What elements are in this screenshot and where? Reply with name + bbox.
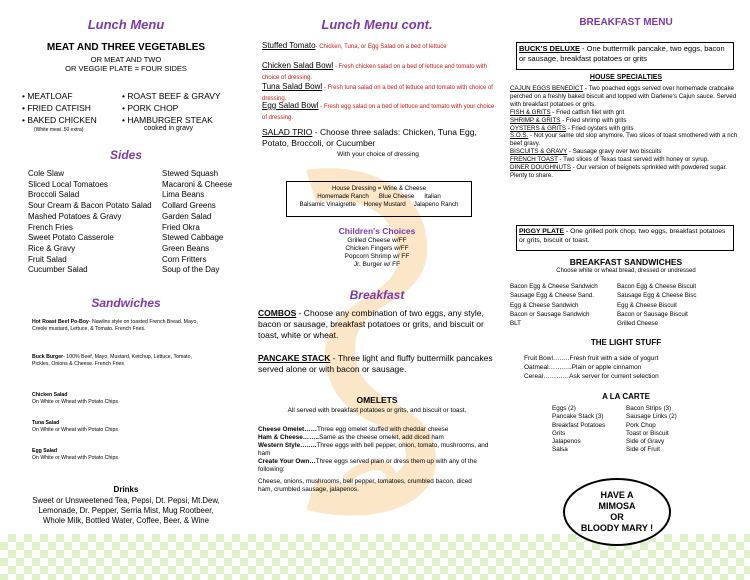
side-item: Sour Cream & Bacon Potato Salad	[28, 201, 152, 211]
side-item: Broccoli Salad	[28, 190, 80, 200]
specialty-item: SHRIMP & GRITS - Fried shrimp with grits	[510, 116, 627, 124]
childrens-item: Grilled Cheese w/FF	[347, 237, 407, 244]
bsand-title: BREAKFAST SANDWICHES	[569, 257, 683, 267]
lunch-cont-column	[252, 0, 502, 580]
specialty-item: FRENCH TOAST - Two slices of Texas toast served with honey or syrup.	[510, 156, 709, 164]
carte-item: Side of Fruit	[626, 446, 660, 454]
side-item: French Fries	[28, 222, 73, 232]
light-item: Cereal…………Ask server for current selection	[524, 373, 659, 380]
side-item: Fried Okra	[162, 222, 200, 232]
light-item: Oatmeal………..Plain or apple cinnamon	[524, 364, 642, 371]
bsand-item: Sausage Egg & Cheese Sand.	[510, 292, 594, 300]
side-item: Corn Fritters	[162, 254, 207, 264]
carte-item: Sausage Links (2)	[626, 413, 677, 421]
meat-note-left: (White meat .50 extra)	[34, 127, 84, 133]
drinks-title: Drinks	[113, 485, 139, 494]
omelets-title: OMELETS	[356, 395, 398, 405]
omelet-extras: Cheese, onions, mushrooms, bell pepper, tomatoes, crumbled bacon, diced ham, crumbled sausage, jalapenos.	[258, 478, 472, 493]
sandwich-item: Buck Burger- 100% Beef, Mayo, Mustard, Ketchup, Lettuce, Tomato, Pickles, Onions & Cheese. French Fries	[32, 354, 192, 367]
side-item: Stewed Squash	[162, 169, 219, 178]
specialty-item: S.O.S. - Not your same old slop anymore. Two slices of toast smothered with a rich beef gravy.	[510, 132, 738, 148]
specialty-item: FISH & GRITS - Fried catfish filet with grit	[510, 108, 625, 116]
bsand-item: BLT	[510, 320, 521, 328]
sides-title: Sides	[109, 148, 142, 162]
meat-item: • FRIED CATFISH	[22, 103, 91, 113]
pancake-item: PANCAKE STACK - Three light and fluffy buttermilk pancakes served alone or with bacon or sausage.	[258, 353, 493, 374]
side-item: Green Beans	[162, 243, 210, 253]
childrens-item: Chicken Fingers w/FF	[345, 245, 409, 252]
bsand-left-list	[510, 282, 628, 328]
combos-item: COMBOS - Choose any combination of two eggs, any style, bacon or sausage, breakfast potatoes or grits, and biscuit or toast, white or wheat.	[258, 308, 484, 340]
carte-item: Grits	[552, 429, 566, 437]
side-item: Cole Slaw	[28, 169, 65, 178]
meat-item: • ROAST BEEF & GRAVY	[122, 91, 221, 101]
omelet-item: Create Your Own…Three eggs served plain or dress them up with any of the following:	[258, 458, 477, 473]
light-list	[524, 354, 746, 381]
omelets-list	[258, 426, 498, 474]
drinks-line: Sweet or Unsweetened Tea, Pepsi, Dt. Pepsi, Mt.Dew,	[32, 496, 220, 505]
bsand-item: Egg & Cheese Sandwich	[510, 301, 579, 309]
bsand-item: Grilled Cheese	[617, 320, 658, 328]
dressing-head: House Dressing = Wine & Cheese	[331, 185, 427, 192]
carte-item: Breakfast Potatoes	[552, 421, 606, 429]
lunch-menu-title: Lunch Menu	[87, 17, 165, 32]
carte-item: Bacon Strips (3)	[626, 405, 672, 412]
side-item: Garden Salad	[162, 211, 212, 221]
carte-item: Jalapenos	[552, 438, 581, 446]
mimosa-line: BLOODY MARY !	[580, 523, 654, 533]
side-item: Cucumber Salad	[28, 265, 88, 275]
salad-trio-note: With your choice of dressing	[337, 151, 419, 158]
mimosa-line: HAVE A	[600, 490, 634, 500]
carte-item: Pork Chop	[626, 421, 656, 429]
mimosa-line: OR	[610, 512, 624, 522]
specialties-title: HOUSE SPECIALTIES	[589, 74, 663, 81]
drinks-line: Whole Milk, Bottled Water, Coffee, Beer, & Wine	[43, 516, 209, 525]
carte-right-list	[626, 405, 726, 455]
carte-item: Salsa	[552, 446, 568, 454]
side-item: Collard Greens	[162, 201, 216, 211]
omelet-item: Ham & Cheese……..Same as the cheese omelet, add diced ham	[258, 434, 444, 441]
bsand-item: Bacon Egg & Cheese Sandwich	[510, 283, 598, 290]
lunch-cont-title: Lunch Menu cont.	[321, 17, 433, 32]
specialty-item: DINER DOUGHNUTS - Our version of beignets sprinkled with powdered sugar. Plenty to share.	[510, 164, 728, 179]
omelets-note: All served with breakfast potatoes or grits, and biscuit or toast.	[287, 407, 467, 414]
lunch-column	[0, 0, 252, 580]
bsand-item: Egg & Cheese Biscuit	[617, 301, 677, 309]
omelet-item: Western Style……..Three eggs with bell pepper, onion, tomato, mushrooms, and ham	[258, 442, 489, 457]
piggy-plate-box: PIGGY PLATE - One grilled pork chop, two eggs, breakfast potatoes or grits, biscuit or toast.	[516, 225, 734, 251]
carte-item: Side of Gravy	[626, 438, 665, 446]
side-item: Sweet Potato Casserole	[28, 233, 114, 243]
specialty-item: BISCUITS & GRAVY - Sausage gravy over two biscuits	[510, 148, 662, 156]
meat-item: • HAMBURGER STEAK	[122, 115, 213, 125]
sandwich-item: Egg Salad On White or Wheat with Potato Chips	[32, 448, 118, 461]
bucks-deluxe-box: BUCK'S DELUXE - One buttermilk pancake, two eggs, bacon or sausage, breakfast potatoes or grits	[516, 42, 734, 70]
bsand-item: Bacon Egg & Cheese Biscuit	[617, 283, 697, 290]
carte-title: A LA CARTE	[602, 392, 650, 401]
light-item: Fruit Bowl……..Fresh fruit with a side of yogurt	[524, 355, 659, 362]
meat-item: • BAKED CHICKEN	[22, 115, 97, 125]
sides-left-list	[28, 169, 162, 276]
drinks-list	[0, 496, 252, 526]
meat-heading: MEAT AND THREE VEGETABLES	[46, 42, 206, 53]
bsand-note: Choose white or wheat bread, dressed or undressed	[556, 268, 696, 274]
sandwich-item: Chicken Salad On White or Wheat with Potato Chips	[32, 392, 118, 405]
light-title: THE LIGHT STUFF	[590, 338, 662, 347]
carte-item: Pancake Stack (3)	[552, 413, 604, 421]
meats-left-list	[22, 90, 132, 126]
meat-note-right: cooked in gravy	[144, 125, 194, 132]
side-item: Stewed Cabbage	[162, 233, 224, 243]
carte-left-list	[552, 405, 632, 455]
lunch-item: Egg Salad Bowl - Fresh egg salad on a bed of lettuce and tomato with your choice of dressing.	[262, 101, 495, 121]
salad-trio: SALAD TRIO - Choose three salads: Chicken, Tuna Egg, Potato, Broccoli, or Cucumber	[262, 127, 477, 148]
meat-sub-1: OR MEAT AND TWO	[90, 55, 162, 64]
meat-item: • MEATLOAF	[22, 91, 73, 101]
bsand-item: Sausage Egg & Cheese Bisc	[617, 292, 697, 300]
sandwiches-title: Sandwiches	[91, 296, 161, 310]
side-item: Rice & Gravy	[28, 243, 76, 253]
lunch-item: Tuna Salad Bowl - Fresh tuna salad on a bed of lettuce and tomato with choice of dressing.	[262, 82, 493, 102]
lunch-item: Chicken Salad Bowl - Fresh chicken salad on a bed of lettuce and tomato with choice of dressing.	[262, 61, 487, 81]
specialties-list	[510, 85, 744, 180]
side-item: Soup of the Day	[162, 265, 220, 275]
dressing-row: Homemade Ranch Blue Cheese Italian	[317, 193, 441, 200]
carte-item: Eggs (2)	[552, 405, 576, 412]
mimosa-oval	[563, 478, 671, 546]
childrens-item: Jr. Burger w/ FF	[353, 261, 401, 268]
meats-right-list	[122, 90, 250, 126]
bsand-right-list	[617, 282, 747, 328]
childrens-title: Children's Choices	[338, 226, 416, 236]
specialty-item: OYSTERS & GRITS - Fried oysters with grits	[510, 124, 634, 132]
breakfast-title: BREAKFAST MENU	[579, 17, 673, 28]
childrens-item: Popcorn Shrimp w/ FF	[344, 253, 410, 260]
side-item: Fruit Salad	[28, 254, 67, 264]
specialty-item: CAJUN EGGS BENEDICT - Two poached eggs served over homemade crabcake perched on a freshly baked biscuit and topped with Darlene's Cajun sauce. Served with breakfast potatoes or grits.	[510, 85, 737, 108]
dressing-row: Balsamic Vinaigrette Honey Mustard Jalapeno Ranch	[299, 201, 459, 208]
meat-item: • PORK CHOP	[122, 103, 179, 113]
bsand-item: Bacon or Sausage Sandwich	[510, 310, 590, 318]
side-item: Mashed Potatoes & Gravy	[28, 211, 122, 221]
side-item: Sliced Local Tomatoes	[28, 179, 108, 189]
dressing-box	[286, 181, 472, 217]
mimosa-line: MIMOSA	[598, 501, 636, 511]
omelet-item: Cheese Omelet……Three egg omelet stuffed with cheddar cheese	[258, 426, 449, 433]
childrens-list	[252, 237, 502, 269]
carte-item: Toast or Biscuit	[626, 429, 669, 437]
breakfast-banner: Breakfast	[349, 288, 405, 302]
meat-sub-2: OR VEGGIE PLATE = FOUR SIDES	[65, 64, 187, 73]
lunch-item: Stuffed Tomato- Chicken, Tuna, or Egg Salad on a bed of lettuce	[262, 41, 447, 50]
sandwich-item: Hot Roast Beef Po-Boy- Nawlins style on toasted French Bread. Mayo, Creole mustard, Lettuce, & Tomato. French Fries.	[32, 319, 198, 332]
sides-right-list	[162, 169, 252, 276]
side-item: Lima Beans	[162, 190, 205, 200]
sandwich-item: Tuna Salad On White or Wheat with Potato Chips	[32, 420, 118, 433]
side-item: Macaroni & Cheese	[162, 179, 233, 189]
drinks-line: Lemonade, Dr. Pepper, Serria Mist, Mug Rootbeer,	[38, 506, 214, 515]
bsand-item: Bacon or Sausage Biscuit	[617, 310, 688, 318]
